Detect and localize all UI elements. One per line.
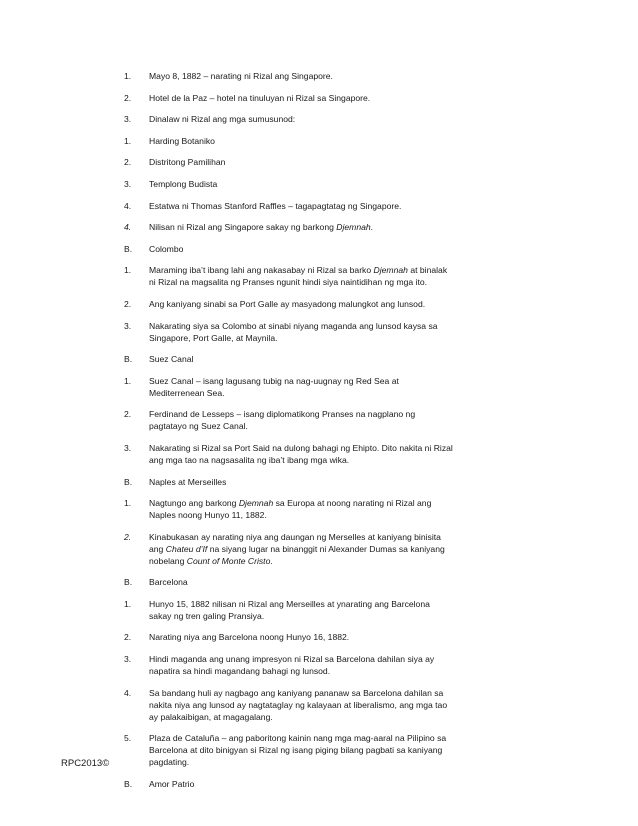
outline-item bbox=[124, 732, 454, 768]
footer-copyright: RPC2013© bbox=[61, 758, 110, 769]
outline-item bbox=[124, 70, 454, 82]
item-text bbox=[149, 497, 454, 521]
item-number: B. bbox=[124, 778, 133, 789]
text-segment: Distritong Pamilihan bbox=[149, 157, 226, 168]
outline-item bbox=[124, 375, 454, 399]
item-number: 3. bbox=[124, 654, 132, 665]
outline-item bbox=[124, 408, 454, 432]
text-segment: Templong Budista bbox=[149, 178, 218, 189]
item-text bbox=[149, 631, 454, 643]
item-text bbox=[149, 687, 454, 723]
item-number: 2. bbox=[124, 92, 132, 103]
outline-item bbox=[124, 442, 454, 466]
item-text bbox=[149, 221, 454, 233]
text-segment: Suez Canal bbox=[149, 354, 194, 365]
item-number: 2. bbox=[124, 157, 132, 168]
item-text bbox=[149, 442, 454, 466]
outline-item bbox=[124, 353, 454, 365]
item-text bbox=[149, 298, 454, 310]
outline-item bbox=[124, 631, 454, 643]
text-segment: Ferdinand de Lesseps – isang diplomatikong Pranses na nagplano ng pagtatayo ng Suez Canal. bbox=[149, 409, 416, 432]
text-segment: . bbox=[370, 222, 374, 233]
italic-text: Djemnah bbox=[336, 222, 371, 233]
item-text bbox=[149, 531, 454, 567]
text-segment: sa Europa at noong narating ni Rizal ang Naples noong Hunyo 11, 1882. bbox=[149, 498, 432, 521]
italic-text: Chateu d’If bbox=[165, 543, 208, 554]
item-number: 1. bbox=[124, 598, 132, 609]
item-text bbox=[149, 375, 454, 399]
outline-item bbox=[124, 264, 454, 288]
text-segment: Sa bandang huli ay nagbago ang kaniyang pananaw sa Barcelona dahilan sa nakita niya ang lunsod ay nagtataglay ng kalayaan at liberalismo, ang mga tao ay palakaibigan, at magagalang. bbox=[149, 687, 448, 722]
item-number: 1. bbox=[124, 265, 132, 276]
item-text bbox=[149, 408, 454, 432]
item-text bbox=[149, 243, 454, 255]
item-text bbox=[149, 135, 454, 147]
text-segment: na siyang lugar na binanggit ni Alexander Dumas sa kaniyang nobelang bbox=[149, 543, 445, 566]
outline-item bbox=[124, 178, 454, 190]
outline-item bbox=[124, 598, 454, 622]
item-number: 4. bbox=[124, 200, 132, 211]
text-segment: Ang kaniyang sinabi sa Port Galle ay masyadong malungkot ang lunsod. bbox=[149, 298, 426, 309]
text-segment: Harding Botaniko bbox=[149, 135, 215, 146]
outline-item bbox=[124, 113, 454, 125]
text-segment: at binalak ni Rizal na magsalita ng Pranses ngunit hindi siya naintidihan ng mga ito. bbox=[149, 265, 448, 288]
outline-item bbox=[124, 92, 454, 104]
outline-item bbox=[124, 497, 454, 521]
item-number: 2. bbox=[124, 409, 132, 420]
outline-item bbox=[124, 298, 454, 310]
item-number: 1. bbox=[124, 375, 132, 386]
item-number: 1. bbox=[124, 135, 132, 146]
text-segment: Hotel de la Paz – hotel na tinuluyan ni Rizal sa Singapore. bbox=[149, 92, 371, 103]
item-text bbox=[149, 264, 454, 288]
item-text bbox=[149, 732, 454, 768]
item-text bbox=[149, 156, 454, 168]
text-segment: Estatwa ni Thomas Stanford Raffles – tagapagtatag ng Singapore. bbox=[149, 200, 402, 211]
outline-item bbox=[124, 156, 454, 168]
item-number: 2. bbox=[124, 531, 132, 542]
text-segment: Narating niya ang Barcelona noong Hunyo 16, 1882. bbox=[149, 632, 350, 643]
item-text bbox=[149, 576, 454, 588]
text-segment: Dinalaw ni Rizal ang mga sumusunod: bbox=[149, 114, 296, 125]
text-segment: Nakarating si Rizal sa Port Said na dulong bahagi ng Ehipto. Dito nakita ni Rizal ang mga tao na nagsasalita ng iba’t ibang mga wika. bbox=[149, 442, 453, 465]
item-text bbox=[149, 653, 454, 677]
text-segment: Nilisan ni Rizal ang Singapore sakay ng barkong bbox=[149, 222, 337, 233]
outline-item bbox=[124, 778, 454, 790]
item-number: 2. bbox=[124, 298, 132, 309]
italic-text: Count of Monte Cristo bbox=[186, 555, 271, 566]
item-text bbox=[149, 92, 454, 104]
text-segment: Naples at Merseilles bbox=[149, 476, 227, 487]
item-text bbox=[149, 778, 454, 790]
text-segment: Hunyo 15, 1882 nilisan ni Rizal ang Merseilles at ynarating ang Barcelona sakay ng tren galing Pransiya. bbox=[149, 598, 430, 621]
item-number: 4. bbox=[124, 687, 132, 698]
text-segment: Colombo bbox=[149, 243, 184, 254]
item-number: 3. bbox=[124, 320, 132, 331]
item-number: 3. bbox=[124, 114, 132, 125]
item-text bbox=[149, 113, 454, 125]
outline-item bbox=[124, 687, 454, 723]
outline-list bbox=[124, 70, 454, 799]
text-segment: Barcelona bbox=[149, 577, 188, 588]
outline-item bbox=[124, 653, 454, 677]
outline-item bbox=[124, 221, 454, 233]
outline-item bbox=[124, 576, 454, 588]
outline-item bbox=[124, 243, 454, 255]
item-number: 5. bbox=[124, 733, 132, 744]
text-segment: Amor Patrio bbox=[149, 778, 195, 789]
text-segment: Plaza de Cataluña – ang paboritong kainin nang mga mag-aaral na Pilipino sa Barcelona at dito binigyan si Rizal ng isang piging bilang pagbati sa kaniyang pagdating. bbox=[149, 733, 447, 768]
outline-item bbox=[124, 135, 454, 147]
outline-item bbox=[124, 476, 454, 488]
item-number: B. bbox=[124, 354, 133, 365]
item-text bbox=[149, 70, 454, 82]
item-text bbox=[149, 353, 454, 365]
item-text bbox=[149, 320, 454, 344]
item-number: 1. bbox=[124, 71, 132, 81]
outline-item bbox=[124, 320, 454, 344]
italic-text: Djemnah bbox=[238, 498, 274, 509]
item-text bbox=[149, 178, 454, 190]
item-number: 2. bbox=[124, 632, 132, 643]
item-text bbox=[149, 476, 454, 488]
text-segment: Nagtungo ang barkong bbox=[149, 498, 239, 509]
item-number: B. bbox=[124, 577, 133, 588]
text-segment: Mayo 8, 1882 – narating ni Rizal ang Singapore. bbox=[149, 71, 333, 81]
outline-item bbox=[124, 200, 454, 212]
text-segment: Hindi maganda ang unang impresyon ni Rizal sa Barcelona dahilan siya ay napatira sa hindi magandang bahagi ng lunsod. bbox=[149, 654, 435, 677]
item-text bbox=[149, 200, 454, 212]
item-number: 3. bbox=[124, 442, 132, 453]
item-number: 4. bbox=[124, 222, 132, 233]
item-text bbox=[149, 598, 454, 622]
text-segment: Kinabukasan ay narating niya ang daungan ng Merselles at kaniyang binisita ang bbox=[149, 531, 441, 554]
italic-text: Djemnah bbox=[373, 265, 408, 276]
item-number: B. bbox=[124, 476, 133, 487]
text-segment: . bbox=[270, 555, 273, 566]
text-segment: Suez Canal – isang lagusang tubig na nag-uugnay ng Red Sea at Mediterrenean Sea. bbox=[149, 375, 399, 398]
text-segment: Maraming iba’t ibang lahi ang nakasabay ni Rizal sa barko bbox=[149, 265, 374, 276]
item-number: 3. bbox=[124, 178, 132, 189]
item-number: 1. bbox=[124, 498, 132, 509]
item-number: B. bbox=[124, 243, 133, 254]
text-segment: Nakarating siya sa Colombo at sinabi niyang maganda ang lunsod kaysa sa Singapore, Port Galle, at Maynila. bbox=[149, 320, 438, 343]
outline-item bbox=[124, 531, 454, 567]
